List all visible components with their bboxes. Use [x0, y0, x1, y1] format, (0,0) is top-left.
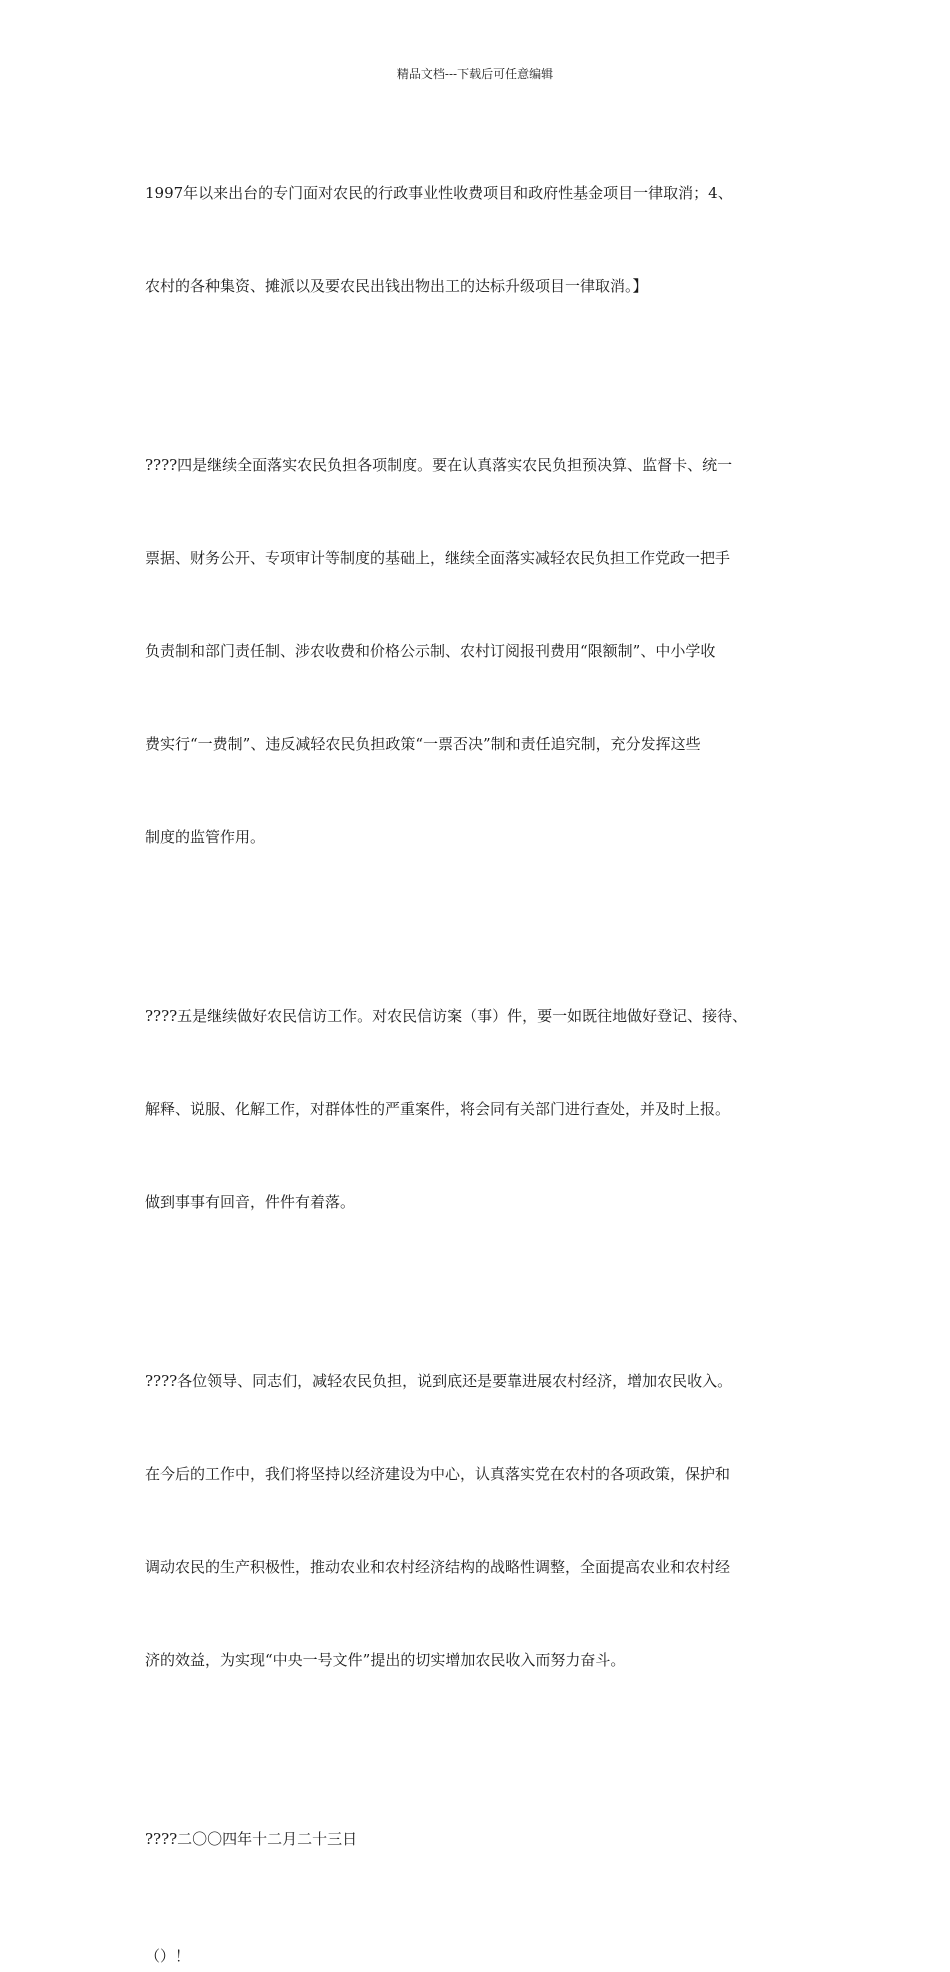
text-line: 解释、说服、化解工作，对群体性的严重案件，将会同有关部门进行查处，并及时上报。	[145, 1100, 731, 1118]
text-line: 做到事事有回音，件件有着落。	[145, 1193, 356, 1211]
text-line: 济的效益，为实现“中央一号文件”提出的切实增加农民收入而努力奋斗。	[145, 1651, 626, 1669]
text-line: 农村的各种集资、摊派以及要农民出钱出物出工的达标升级项目一律取消。】	[145, 277, 648, 295]
text-line: ????五是继续做好农民信访工作。对农民信访案（事）件，要一如既往地做好登记、接待、	[145, 1007, 748, 1025]
document-body	[145, 116, 825, 1972]
text-line: ????各位领导、同志们，减轻农民负担，说到底还是要靠进展农村经济，增加农民收入。	[145, 1372, 733, 1390]
text-line: ????四是继续全面落实农民负担各项制度。要在认真落实农民负担预决算、监督卡、统一	[145, 456, 733, 474]
paragraph-burden-systems	[145, 388, 825, 915]
text-line: 票据、财务公开、专项审计等制度的基础上，继续全面落实减轻农民负担工作党政一把手	[145, 549, 731, 567]
page-header: 精品文档---下载后可任意编辑	[396, 67, 554, 81]
paragraph-petition-work	[145, 939, 825, 1280]
text-line: 费实行“一费制”、违反减轻农民负担政策“一票否决”制和责任追究制，充分发挥这些	[145, 735, 701, 753]
text-line: 负责制和部门责任制、涉农收费和价格公示制、农村订阅报刊费用“限额制”、中小学收	[145, 642, 716, 660]
paragraph-closing-remarks	[145, 1304, 825, 1738]
text-line: 1997年以来出台的专门面对农民的行政事业性收费项目和政府性基金项目一律取消；4、	[145, 184, 733, 202]
footer-note: （）！	[145, 1947, 191, 1965]
text-line: 制度的监管作用。	[145, 828, 266, 846]
document-date: ????二〇〇四年十二月二十三日	[145, 1830, 358, 1848]
paragraph-date	[145, 1762, 825, 1917]
paragraph-fee-cancellation	[145, 116, 825, 364]
text-line: 调动农民的生产积极性，推动农业和农村经济结构的战略性调整，全面提高农业和农村经	[145, 1558, 731, 1576]
text-line: 在今后的工作中，我们将坚持以经济建设为中心，认真落实党在农村的各项政策，保护和	[145, 1465, 731, 1483]
